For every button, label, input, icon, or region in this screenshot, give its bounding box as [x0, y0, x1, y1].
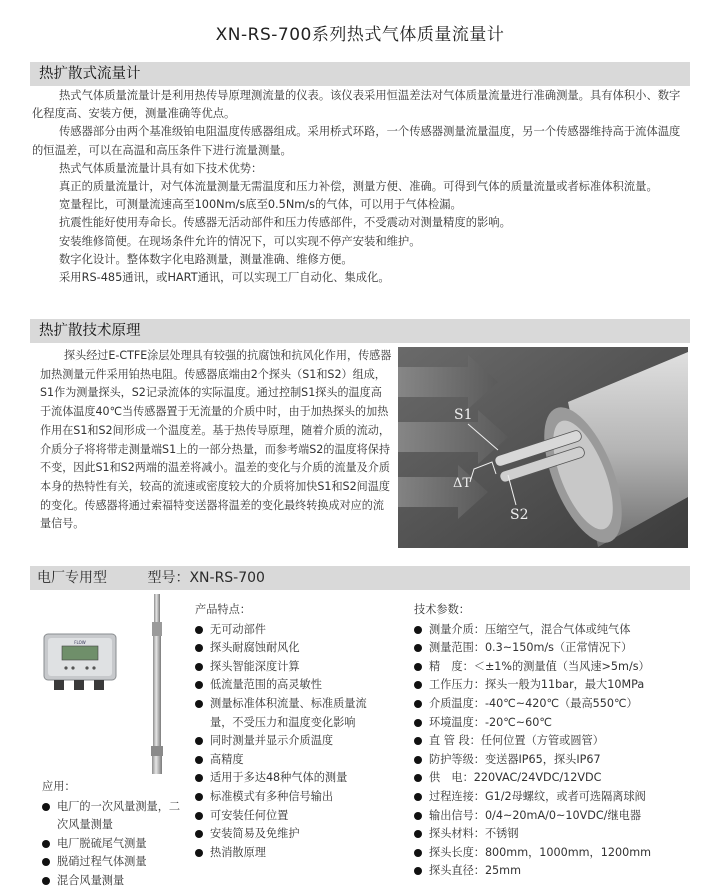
- list-item: 精 度：＜±1%的测量值（当风速>5m/s）: [414, 658, 704, 677]
- principle-text: [40, 347, 392, 534]
- list-item: 过程连接：G1/2母螺纹，或者可选隔离球阀: [414, 788, 704, 807]
- bullet-icon: [414, 644, 422, 652]
- features-heading: 产品特点：: [195, 603, 251, 616]
- label-delta-t: ΔT: [453, 476, 472, 491]
- bullet-icon: [195, 774, 203, 782]
- model-number: 型号：XN-RS-700: [147, 570, 265, 586]
- bullet-icon: [414, 737, 422, 745]
- bullet-icon: [42, 877, 50, 885]
- bullet-icon: [42, 840, 50, 848]
- paragraph: 安装维修简便。在现场条件允许的情况下，可以实现不停产安装和维护。: [59, 234, 421, 248]
- bullet-icon: [195, 700, 203, 708]
- paragraph: 真正的质量流量计，对气体流量测量无需温度和压力补偿，测量方便、准确。可得到气体的质量流量或者标准体积流量。: [59, 180, 658, 194]
- bullet-icon: [42, 803, 50, 811]
- bullet-icon: [414, 681, 422, 689]
- applications-heading: 应用：: [42, 780, 76, 793]
- bullet-icon: [195, 644, 203, 652]
- list-item: 探头耐腐蚀耐风化: [195, 639, 388, 658]
- bullet-icon: [414, 812, 422, 820]
- section-heading-technology: 热扩散技术原理: [30, 319, 690, 343]
- list-item: 介质温度：-40℃~420℃（最高550℃）: [414, 695, 704, 714]
- probe-rod-image: [142, 594, 172, 776]
- bullet-icon: [195, 756, 203, 764]
- bullet-icon: [414, 830, 422, 838]
- paragraph: 传感器部分由两个基准级铂电阻温度传感器组成。采用桥式环路，一个传感器测量流量温度，另一个传感器维持高于流体温度的恒温差，可以在高温和高压条件下进行流量测量。: [32, 125, 681, 157]
- list-item: 防护等级：变送器IP65，探头IP67: [414, 751, 704, 770]
- paragraph: 抗震性能好使用寿命长。传感器无活动部件和压力传感部件，不受震动对测量精度的影响。: [59, 216, 511, 230]
- bullet-icon: [414, 774, 422, 782]
- tech-params-heading: 技术参数：: [414, 603, 470, 616]
- bullet-icon: [42, 858, 50, 866]
- bullet-icon: [414, 626, 422, 634]
- bullet-icon: [195, 830, 203, 838]
- paragraph: 热式气体质量流量计具有如下技术优势：: [59, 161, 263, 175]
- bullet-icon: [195, 663, 203, 671]
- list-item: 适用于多达48种气体的测量: [195, 769, 388, 788]
- bullet-icon: [195, 737, 203, 745]
- list-item: 高精度: [195, 751, 388, 770]
- bullet-icon: [195, 681, 203, 689]
- principle-paragraph: 探头经过E-CTFE涂层处理具有较强的抗腐蚀和抗风化作用，传感器加热测量元件采用铂热电阻。传感器底端由2个探头（S1和S2）组成，S1作为测量探头，S2记录流体的实际温度。通过控制S1探头的温度高于流体温度40℃当传感器置于无流量的介质中时，由于加热探头的加热作用在S1和S2间形成一个温度差。基于热传导原理，随着介质的流动，介质分子将将带走测量端S1上的一部分热量，而参考端S2的温度将保持不变，因此S1和S2两端的温差将减小。温差的变化与介质的流量及介质本身的热特性有关，较高的流速或密度较大的介质将加快S1和S2间温度的变化。传感器将通过索福特变送器将温差的变化最终转换成对应的流量信号。: [40, 349, 392, 531]
- bullet-icon: [195, 849, 203, 857]
- list-item: 安装简易及免维护: [195, 825, 388, 844]
- bullet-icon: [414, 756, 422, 764]
- list-item: 可安装任何位置: [195, 807, 388, 826]
- transmitter-device-image: [40, 628, 120, 694]
- section1-body: [32, 87, 687, 287]
- bullet-icon: [414, 849, 422, 857]
- bullet-icon: [195, 626, 203, 634]
- list-item: 无可动部件: [195, 621, 388, 640]
- list-item: 低流量范围的高灵敏性: [195, 676, 388, 695]
- page-title: XN-RS-700系列热式气体质量流量计: [215, 25, 505, 45]
- list-item: 热消散原理: [195, 844, 388, 863]
- list-item: 环境温度：-20℃~60℃: [414, 714, 704, 733]
- paragraph: 采用RS-485通讯，或HART通讯，可以实现工厂自动化、集成化。: [59, 271, 390, 285]
- bullet-icon: [414, 719, 422, 727]
- label-s2: S2: [510, 507, 529, 523]
- bullet-icon: [195, 793, 203, 801]
- list-item: 探头材料：不锈钢: [414, 825, 704, 844]
- list-item: 测量范围：0.3~150m/s（正常情况下）: [414, 639, 704, 658]
- list-item: 探头智能深度计算: [195, 658, 388, 677]
- sensor-principle-photo: [398, 347, 688, 548]
- bullet-icon: [195, 812, 203, 820]
- list-item: 脱硝过程气体测量: [42, 853, 190, 872]
- list-item: 混合风量测量: [42, 872, 190, 890]
- bullet-icon: [414, 793, 422, 801]
- list-item: 探头直径：25mm: [414, 862, 704, 881]
- paragraph: 宽量程比，可测量流速高至100Nm/s底至0.5Nm/s的气体，可以用于气体检漏。: [59, 198, 462, 212]
- bullet-icon: [414, 867, 422, 875]
- list-item: 标准模式有多种信号输出: [195, 788, 388, 807]
- paragraph: 热式气体质量流量计是利用热传导原理测流量的仪表。该仪表采用恒温差法对气体质量流量进行准确测量。具有体积小、数字化程度高、安装方便，测量准确等优点。: [32, 89, 681, 121]
- section-heading-thermal-diffusion: 热扩散式流量计: [30, 62, 690, 86]
- bullet-icon: [414, 663, 422, 671]
- applications-list: [42, 778, 190, 890]
- list-item: 工作压力：探头一般为11bar，最大10MPa: [414, 676, 704, 695]
- list-item: 电厂脱硫尾气测量: [42, 835, 190, 854]
- device-brand-label: FLOW: [74, 640, 86, 645]
- section-heading-label: 电厂专用型: [37, 570, 107, 586]
- label-s1: S1: [454, 407, 473, 423]
- list-item: 测量介质：压缩空气，混合气体或纯气体: [414, 621, 704, 640]
- bullet-icon: [414, 700, 422, 708]
- list-item: 直 管 段：任何位置（方管或圆管）: [414, 732, 704, 751]
- section-heading-power-plant: [30, 566, 690, 590]
- list-item: 供 电：220VAC/24VDC/12VDC: [414, 769, 704, 788]
- list-item: 电厂的一次风量测量，二次风量测量: [42, 798, 190, 835]
- tech-params-list: [414, 601, 704, 881]
- list-item: 输出信号：0/4~20mA/0~10VDC/继电器: [414, 807, 704, 826]
- features-list: [195, 601, 388, 862]
- list-item: 探头长度：800mm，1000mm，1200mm: [414, 844, 704, 863]
- paragraph: 数字化设计。整体数字化电路测量，测量准确、维修方便。: [59, 252, 353, 266]
- list-item: 测量标准体积流量、标准质量流量，不受压力和温度变化影响: [195, 695, 388, 732]
- list-item: 同时测量并显示介质温度: [195, 732, 388, 751]
